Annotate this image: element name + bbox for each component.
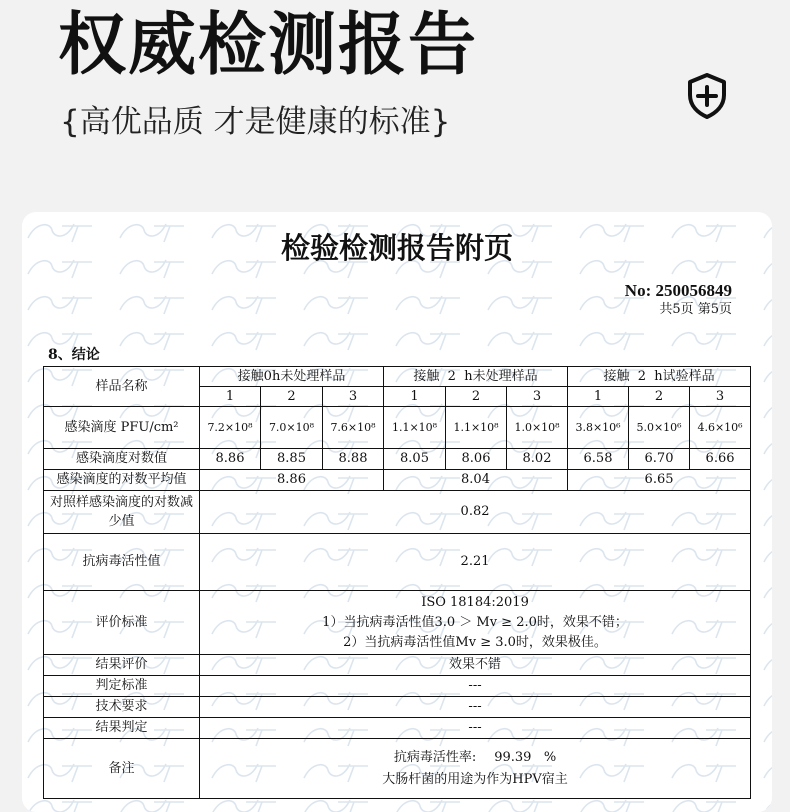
log-cell: 8.85 [261,449,323,470]
mean-label: 感染滴度的对数平均值 [44,470,200,491]
section-heading: 8、结论 [48,347,100,363]
replicate-header: 1 [384,387,446,407]
mean-cell: 8.04 [384,470,568,491]
log-cell: 6.66 [690,449,751,470]
sample-name-label: 样品名称 [44,367,200,407]
replicate-header: 1 [200,387,261,407]
titer-cell: 3.8×10⁶ [568,407,629,449]
titer-cell: 1.0×10⁸ [507,407,568,449]
criteria-line: ISO 18184:2019 [421,594,529,610]
shield-plus-icon [686,72,728,120]
replicate-header: 2 [629,387,690,407]
criteria-label: 评价标准 [44,591,200,655]
results-table [43,366,751,799]
group-header: 接触 2 h试验样品 [568,367,751,387]
standard-label: 判定标准 [44,676,200,697]
log-cell: 8.02 [507,449,568,470]
titer-cell: 4.6×10⁶ [690,407,751,449]
report-number: No: 250056849 [624,281,732,300]
titer-cell: 5.0×10⁶ [629,407,690,449]
mean-cell: 6.65 [568,470,751,491]
replicate-header: 3 [323,387,384,407]
tech-label: 技术要求 [44,697,200,718]
activity-value: 2.21 [200,534,751,591]
report-paper [22,212,772,812]
replicate-header: 3 [507,387,568,407]
log-cell: 6.70 [629,449,690,470]
remark-rate-value: 99.39 % [494,749,557,765]
titer-cell: 1.1×10⁸ [446,407,507,449]
criteria-cell [200,591,751,655]
criteria-line: 2）当抗病毒活性值Mv ≥ 3.0时，效果极佳。 [343,634,607,650]
reduction-label: 对照样感染滴度的对数减少值 [44,491,200,534]
log-cell: 8.88 [323,449,384,470]
log-cell: 6.58 [568,449,629,470]
log-cell: 8.86 [200,449,261,470]
log-label: 感染滴度对数值 [44,449,200,470]
tech-value: --- [200,697,751,718]
reduction-value: 0.82 [200,491,751,534]
standard-value: --- [200,676,751,697]
page-subtitle: {高优品质 才是健康的标准} [60,104,451,140]
log-cell: 8.05 [384,449,446,470]
judgement-label: 结果判定 [44,718,200,739]
report-pages: 共5页 第5页 [659,302,732,317]
activity-label: 抗病毒活性值 [44,534,200,591]
group-header: 接触 2 h未处理样品 [384,367,568,387]
replicate-header: 2 [446,387,507,407]
report-title: 检验检测报告附页 [280,231,513,265]
result-label: 结果评价 [44,655,200,676]
remark-rate-label: 抗病毒活性率: [393,749,477,765]
criteria-line: 1）当抗病毒活性值3.0 ＞ Mv ≥ 2.0时，效果不错； [322,614,628,630]
replicate-header: 2 [261,387,323,407]
titer-cell: 7.2×10⁸ [200,407,261,449]
titer-label: 感染滴度 PFU/cm² [44,407,200,449]
remark-label: 备注 [44,739,200,799]
mean-cell: 8.86 [200,470,384,491]
result-value: 效果不错 [200,655,751,676]
replicate-header: 3 [690,387,751,407]
log-cell: 8.06 [446,449,507,470]
page-headline: 权威检测报告 [58,6,479,85]
remark-rate-line [202,747,748,769]
judgement-value: --- [200,718,751,739]
group-header: 接触0h未处理样品 [200,367,384,387]
remark-host: 大肠杆菌的用途为作为HPV宿主 [382,771,568,787]
replicate-header: 1 [568,387,629,407]
titer-cell: 1.1×10⁸ [384,407,446,449]
titer-cell: 7.0×10⁸ [261,407,323,449]
titer-cell: 7.6×10⁸ [323,407,384,449]
